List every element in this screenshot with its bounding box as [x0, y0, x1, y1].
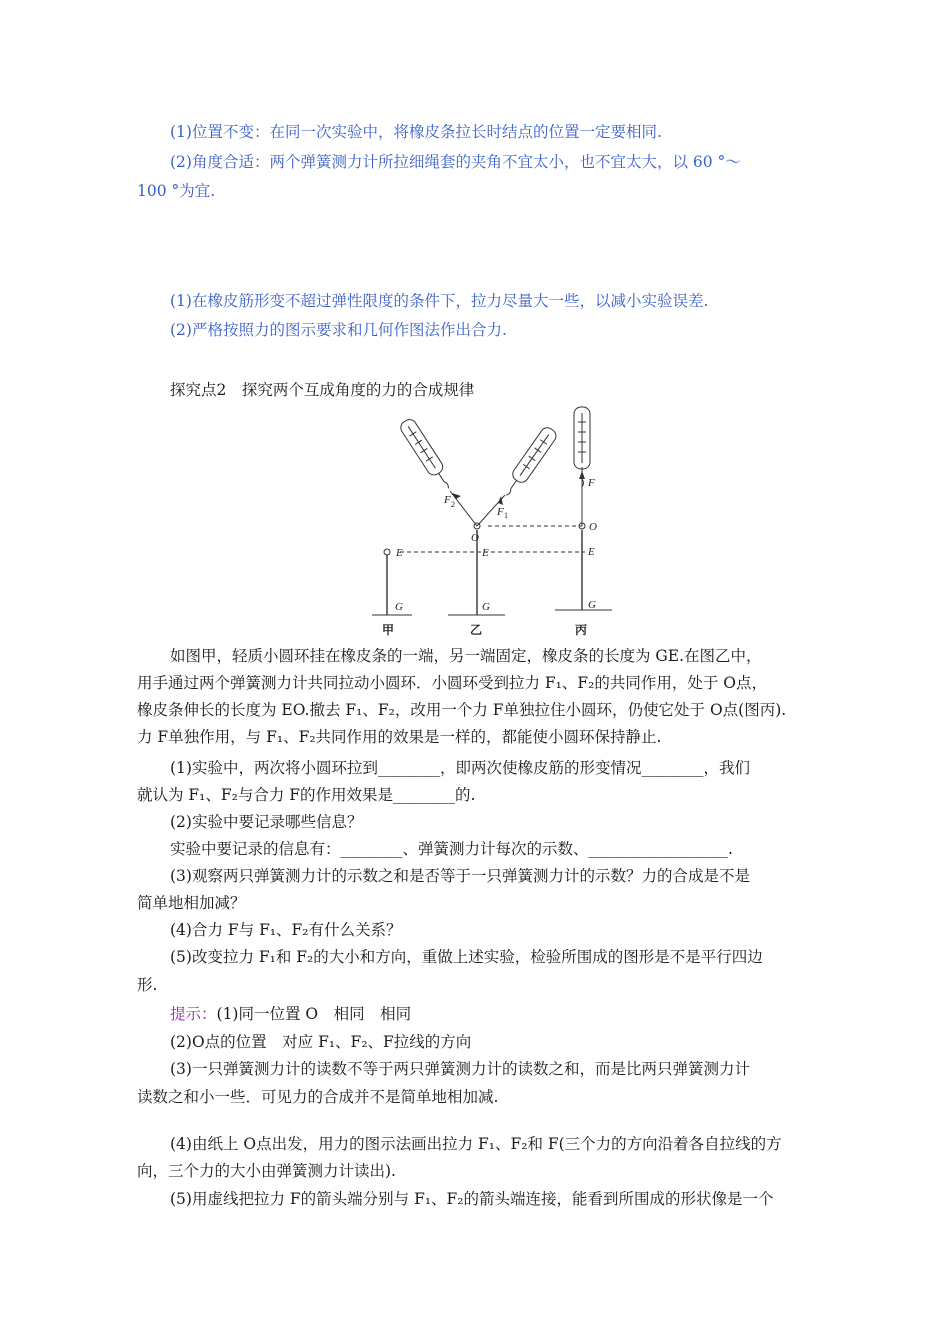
note-a-line-2: (2)角度合适：两个弹簧测力计所拉细绳套的夹角不宜太小，也不宜太大，以 60 °～: [170, 153, 741, 171]
question-2-line-1: (2)实验中要记录哪些信息？: [170, 813, 363, 831]
experiment-figure: [360, 405, 630, 640]
spring-scale-right: [500, 425, 559, 500]
question-4-line-1: (4)合力 F与 F₁、F₂有什么关系？: [170, 921, 402, 939]
label-E-bing: E: [588, 546, 595, 558]
label-G-bing: G: [588, 599, 596, 611]
intro-line-1: 如图甲，轻质小圆环挂在橡皮条的一端，另一端固定，橡皮条的长度为 GE.在图乙中，: [170, 647, 762, 665]
label-F2: F: [444, 494, 451, 506]
label-jia: 甲: [382, 623, 395, 637]
label-F: F: [588, 477, 595, 489]
label-F1: F: [497, 506, 504, 518]
label-bing: 丙: [575, 623, 588, 637]
ring-jia: [384, 549, 390, 555]
answer-3-line-2: 读数之和小一些．可见力的合成并不是简单地相加减.: [137, 1088, 499, 1106]
label-G-jia: G: [395, 601, 403, 613]
answer-3-line-1: (3)一只弹簧测力计的读数不等于两只弹簧测力计的读数之和，而是比两只弹簧测力计: [170, 1060, 750, 1078]
question-5-line-1: (5)改变拉力 F₁和 F₂的大小和方向，重做上述实验，检验所围成的图形是不是平行四边: [170, 948, 763, 966]
label-O-bing: O: [589, 521, 597, 533]
note-b-line-1: (1)在橡皮筋形变不超过弹性限度的条件下，拉力尽量大一些，以减小实验误差.: [170, 292, 709, 310]
question-2-line-2: 实验中要记录的信息有：________、弹簧测力计每次的示数、__________________.: [170, 840, 733, 858]
label-O-yi: O: [471, 532, 479, 544]
label-E-jia: E: [396, 547, 403, 559]
arrow-f: [579, 471, 585, 479]
intro-line-4: 力 F单独作用，与 F₁、F₂共同作用的效果是一样的，都能使小圆环保持静止.: [137, 728, 662, 746]
label-F1-sub: 1: [504, 511, 508, 520]
question-1-line-2: 就认为 F₁、F₂与合力 F的作用效果是________的.: [137, 786, 476, 804]
answer-1: [170, 1004, 411, 1024]
section-title: 探究点2 探究两个互成角度的力的合成规律: [170, 381, 475, 399]
question-3-line-1: (3)观察两只弹簧测力计的示数之和是否等于一只弹簧测力计的示数？力的合成是不是: [170, 867, 750, 885]
note-a-line-1: (1)位置不变：在同一次实验中，将橡皮条拉长时结点的位置一定要相同.: [170, 123, 662, 141]
note-a-line-3: 100 °为宜.: [137, 182, 216, 200]
answer-5-line-1: (5)用虚线把拉力 F的箭头端分别与 F₁、F₂的箭头端连接，能看到所围成的形状像是一个: [170, 1190, 774, 1208]
answer-4-line-2: 向，三个力的大小由弹簧测力计读出).: [137, 1162, 396, 1180]
label-yi: 乙: [470, 623, 483, 637]
note-b-line-2: (2)严格按照力的图示要求和几何作图法作出合力.: [170, 321, 507, 339]
label-E-yi: E: [482, 547, 489, 559]
answer-2: (2)O点的位置 对应 F₁、F₂、F拉线的方向: [170, 1033, 472, 1051]
question-5-line-2: 形.: [137, 976, 158, 994]
spring-scale-left: [398, 417, 455, 493]
question-3-line-2: 简单地相加减？: [137, 894, 246, 912]
label-G-yi: G: [482, 601, 490, 613]
question-1-line-1: (1)实验中，两次将小圆环拉到________，即两次使橡皮筋的形变情况________，我们: [170, 759, 750, 777]
hint-label: 提示：: [170, 1005, 217, 1023]
answer-1-text: (1)同一位置 O 相同 相同: [216, 1005, 412, 1023]
label-F2-sub: 2: [451, 500, 455, 509]
intro-line-3: 橡皮条伸长的长度为 EO.撤去 F₁、F₂，改用一个力 F单独拉住小圆环，仍使它处于 O点(图丙).: [137, 701, 787, 719]
answer-4-line-1: (4)由纸上 O点出发，用力的图示法画出拉力 F₁、F₂和 F(三个力的方向沿着各自拉线的方: [170, 1135, 782, 1153]
intro-line-2: 用手通过两个弹簧测力计共同拉动小圆环．小圆环受到拉力 F₁、F₂的共同作用，处于 O点，: [137, 674, 768, 692]
